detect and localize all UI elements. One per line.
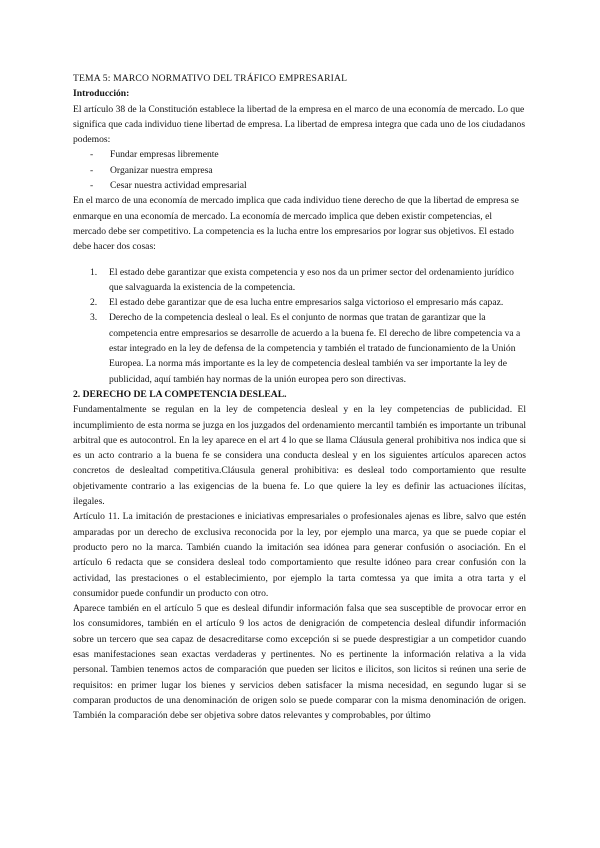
section2-paragraph: Fundamentalmente se regulan en la ley de competencia desleal y en la ley competencias de publicidad. El incumplimiento de esta norma se juzga en los juzgados del ordenamiento mercantil también es importante un tribunal arbitral que es autocontrol. En la ley aparece en el art 4 lo que se llama Cláusula general prohibitiva nos indica que si es un acto contrario a la buena fe se considera una conducta desleal y en los siguientes artículos aparecen actos concretos de deslealtad competitiva.Cláusula general prohibitiva: es desleal todo comportamiento que resulte objetivamente contrario a las exigencias de la buena fe. Lo que quiere la ley es definir las actuaciones ilícitas, ilegales.	[73, 404, 526, 508]
article11-paragraph: Artículo 11. La imitación de prestaciones e iniciativas empresariales o profesionales ajenas es libre, salvo que estén amparadas por un derecho de exclusiva reconocida por la ley, por ejemplo una marca, ya que se puede copiar el producto pero no la marca. También cuando la imitación sea idónea para generar confusión o asociación. En el artículo 6 redacta que se considera desleal todo comportamiento que resulte idóneo para crear confusión con la actividad, las prestaciones o el establecimiento, por ejemplo la tarta comtessa ya que imita a otra tarta y el consumidor puede confundir un producto con otro.	[73, 511, 526, 599]
section2-heading: 2. DERECHO DE LA COMPETENCIA DESLEAL.	[73, 388, 287, 400]
intro-heading: Introducción:	[73, 88, 130, 100]
numbered-item: 2. El estado debe garantizar que de esa lucha entre empresarios salga victorioso el empresario más capaz.	[90, 297, 504, 309]
dash-bullet: -	[90, 164, 94, 176]
intro-paragraph: El artículo 38 de la Constitución establece la libertad de la empresa en el marco de una economía de mercado. Lo que significa que cada individuo tiene libertad de empresa. La libertad de empresa integra que cada uno de los ciudadanos podemos:	[73, 103, 526, 146]
list-item: - Fundar empresas libremente	[73, 147, 526, 162]
numbered-item: 3. Derecho de la competencia desleal o leal. Es el conjunto de normas que tratan de garantizar que la competencia entre empresarios se desarrolle de acuerdo a la buena fe. El derecho de libre competencia va a estar integrado en la ley de defensa de la competencia y también el tratado de funcionamiento de la Unión Europea. La norma más importante es la ley de competencia desleal también va ser importante la ley de publicidad, aquí también hay normas de la unión europea pero son directivas.	[90, 312, 521, 385]
list-item: - Organizar nuestra empresa	[73, 163, 526, 178]
dash-bullet: -	[90, 180, 94, 192]
freedom-list	[73, 147, 526, 193]
list-item: - Cesar nuestra actividad empresarial	[73, 178, 526, 193]
article5-paragraph: Aparece también en el artículo 5 que es desleal difundir información falsa que sea susceptible de provocar error en los consumidores, también en el artículo 9 los actos de denigración de competencia desleal difundir información sobre un tercero que sea capaz de desacreditarse como excepción si se puede desprestigiar a un competidor cuando esas manifestaciones sean exactas verdaderas y pertinentes. No es pertinente la información relativa a la vida personal. Tambien tenemos actos de comparación que pueden ser licitos e ilicitos, son licitos si reúnen una serie de requisitos: en primer lugar los bienes y servicios deben satisfacer la misma necesidad, en segundo lugar si se comparan productos de una denominación de origen solo se puede comparar con la misma denominación de origen. También la comparación debe ser objetiva sobre datos relevantes y comprobables, por último	[73, 603, 526, 722]
market-paragraph: En el marco de una economía de mercado implica que cada individuo tiene derecho de que la libertad de empresa se enmarque en una economía de mercado. La economía de mercado implica que deben existir competencias, el mercado debe ser competitivo. La competencia es la lucha entre los empresarios por lograr sus objetivos. El estado debe hacer dos cosas:	[73, 195, 519, 253]
state-duties-list	[73, 265, 526, 387]
numbered-item: 1. El estado debe garantizar que exista competencia y eso nos da un primer sector del ordenamiento jurídico que salvaguarda la existencia de la competencia.	[90, 266, 514, 293]
dash-bullet: -	[90, 149, 94, 161]
document-title: TEMA 5: MARCO NORMATIVO DEL TRÁFICO EMPRESARIAL	[73, 73, 348, 84]
document-body	[73, 71, 526, 723]
